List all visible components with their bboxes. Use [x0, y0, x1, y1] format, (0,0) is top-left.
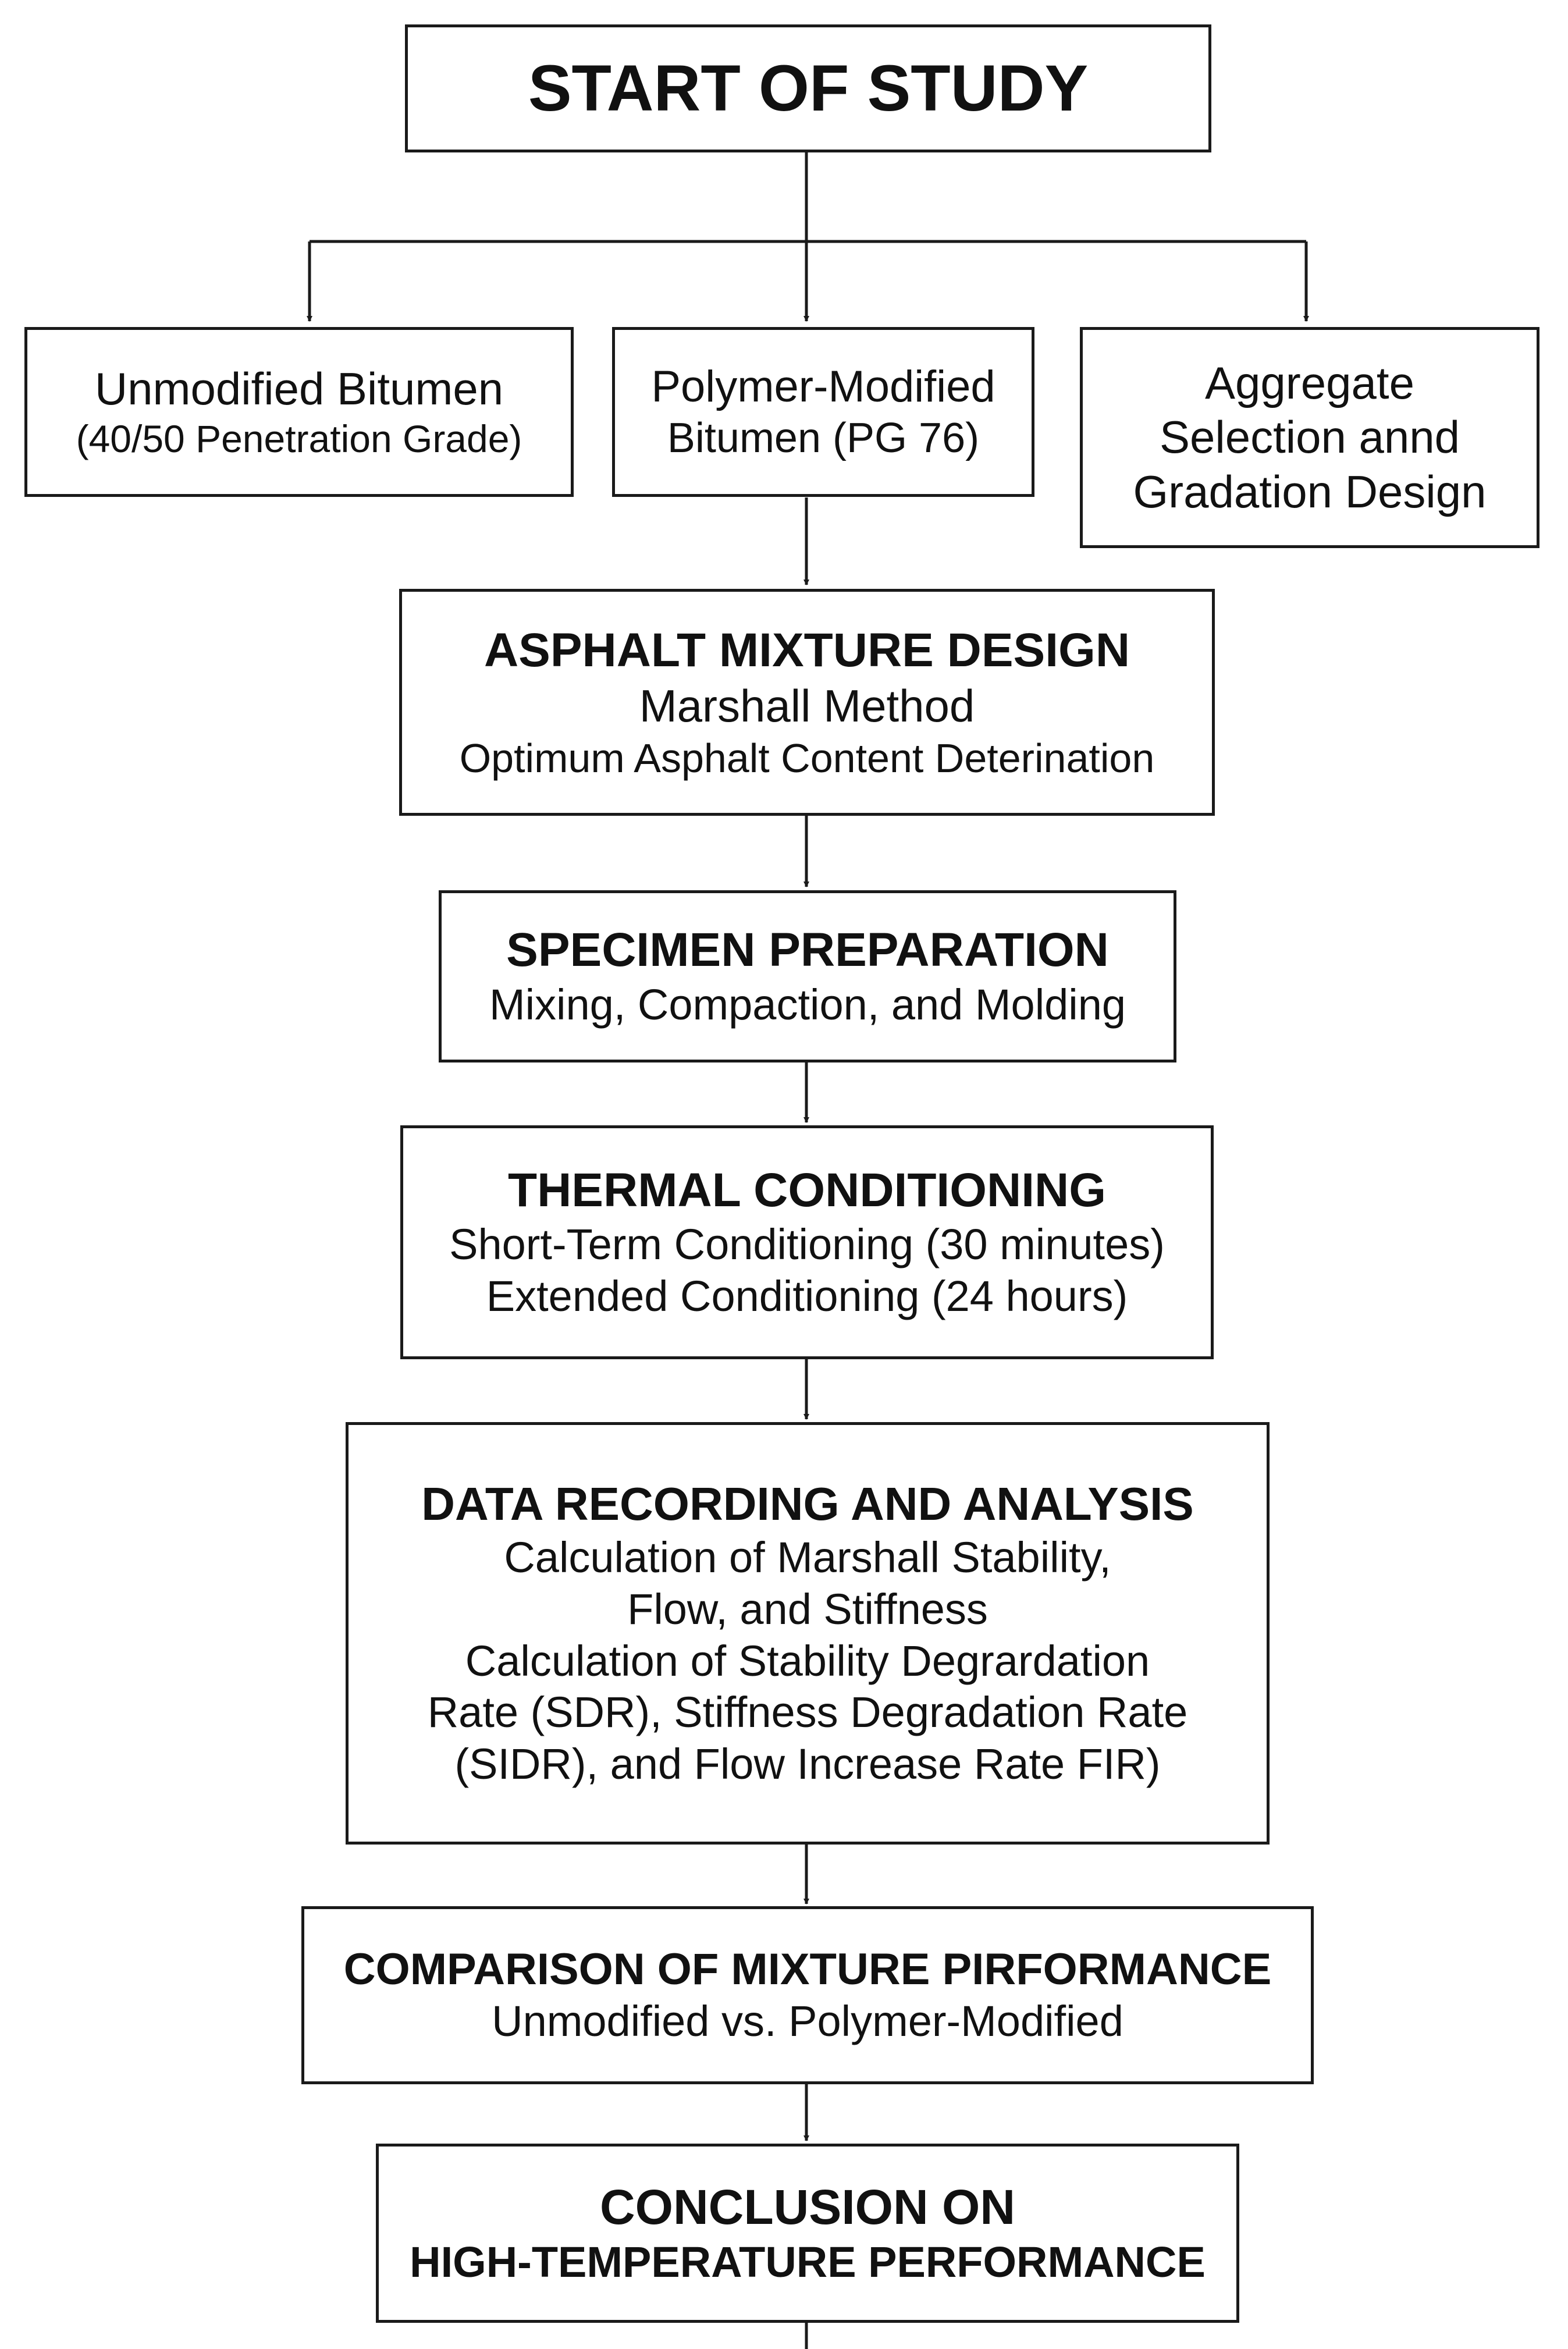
- data-analysis-box: [346, 1422, 1270, 1845]
- thermal-line-1: Short-Term Conditioning (30 minutes): [449, 1220, 1165, 1269]
- conclusion-box: [376, 2144, 1239, 2323]
- comparison-box: [301, 1906, 1314, 2084]
- start-box: [405, 24, 1211, 152]
- data-analysis-line-2: Flow, and Stiffness: [627, 1584, 988, 1633]
- specimen-line-1: Mixing, Compaction, and Molding: [489, 980, 1126, 1029]
- mixture-design-line-2: Optimum Asphalt Content Deterination: [459, 735, 1155, 781]
- thermal-line-2: Extended Conditioning (24 hours): [486, 1272, 1128, 1321]
- data-analysis-line-3: Calculation of Stability Degrardation: [465, 1636, 1150, 1685]
- comparison-line-1: Unmodified vs. Polymer-Modified: [492, 1997, 1123, 2046]
- polymer-modified-box: [612, 327, 1034, 497]
- data-analysis-line-4: Rate (SDR), Stiffness Degradation Rate: [427, 1688, 1188, 1737]
- comparison-title: COMPARISON OF MIXTURE PIRFORMANCE: [343, 1945, 1272, 1994]
- data-analysis-title: DATA RECORDING AND ANALYSIS: [421, 1478, 1194, 1530]
- mixture-design-line-1: Marshall Method: [639, 680, 975, 732]
- unmodified-line-1: Unmodified Bitumen: [94, 363, 504, 414]
- specimen-preparation-box: [439, 890, 1176, 1062]
- polymer-line-1: Polymer-Modified: [651, 362, 995, 412]
- thermal-conditioning-box: [400, 1125, 1214, 1359]
- mixture-design-title: ASPHALT MIXTURE DESIGN: [483, 624, 1130, 677]
- aggregate-selection-box: [1080, 327, 1539, 548]
- data-analysis-line-5: (SIDR), and Flow Increase Rate FIR): [454, 1740, 1161, 1789]
- specimen-title: SPECIMEN PREPARATION: [506, 923, 1109, 977]
- aggregate-line-3: Gradation Design: [1133, 465, 1487, 517]
- conclusion-line-1: HIGH-TEMPERATURE PERFORMANCE: [410, 2238, 1206, 2286]
- unmodified-bitumen-box: [24, 327, 574, 497]
- aggregate-line-2: Selection annd: [1159, 411, 1460, 463]
- aggregate-line-1: Aggregate: [1205, 357, 1414, 408]
- start-title: START OF STUDY: [528, 51, 1089, 125]
- unmodified-line-2: (40/50 Penetration Grade): [76, 417, 522, 461]
- conclusion-title: CONCLUSION ON: [600, 2180, 1015, 2235]
- thermal-title: THERMAL CONDITIONING: [507, 1164, 1106, 1217]
- data-analysis-line-1: Calculation of Marshall Stability,: [504, 1533, 1111, 1582]
- mixture-design-box: [399, 589, 1215, 816]
- polymer-line-2: Bitumen (PG 76): [667, 415, 980, 462]
